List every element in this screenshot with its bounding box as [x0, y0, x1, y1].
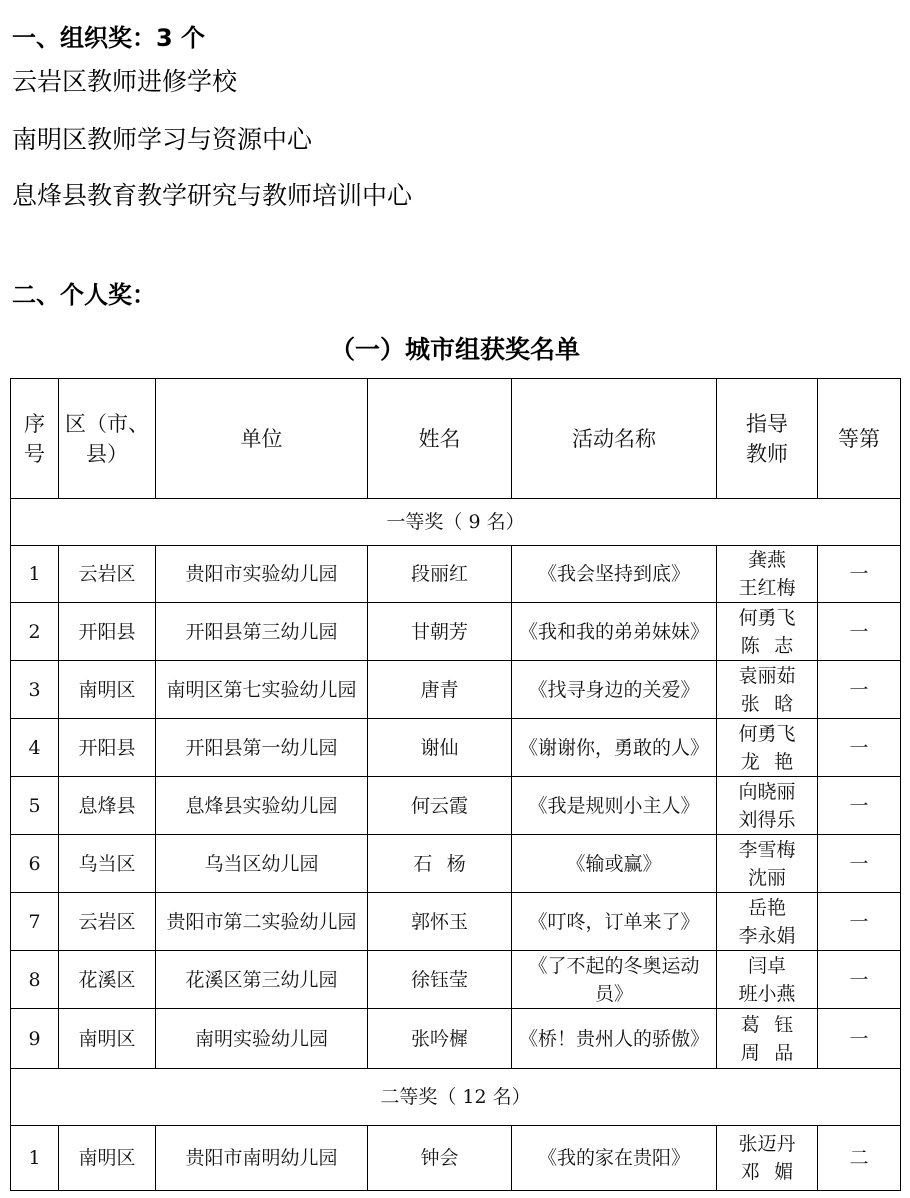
- instructor-name: 岳艳: [747, 896, 786, 919]
- cell-name: 徐钰莹: [368, 951, 512, 1009]
- table-row: [11, 1009, 901, 1069]
- instructor-name: 葛 钰: [740, 1013, 794, 1036]
- cell-name: 钟会: [368, 1126, 512, 1191]
- cell-instructor: [717, 719, 818, 777]
- cell-seq: 1: [11, 1126, 59, 1191]
- instructor-name: 沈丽: [747, 866, 786, 889]
- instructor-name: 闫卓: [747, 954, 786, 977]
- instructor-name: 何勇飞: [738, 606, 796, 629]
- award-table: [10, 378, 901, 1191]
- cell-seq: 3: [11, 661, 59, 719]
- cell-seq: 7: [11, 893, 59, 951]
- cell-seq: 6: [11, 835, 59, 893]
- instructor-name: 刘得乐: [738, 808, 796, 831]
- table-row: [11, 661, 901, 719]
- cell-instructor: [717, 835, 818, 893]
- cell-seq: 4: [11, 719, 59, 777]
- header-unit: 单位: [156, 379, 368, 499]
- cell-grade: 一: [818, 546, 901, 603]
- cell-name: 郭怀玉: [368, 893, 512, 951]
- header-instructor-line: 指导: [746, 411, 788, 436]
- cell-name: 唐青: [368, 661, 512, 719]
- org-award-item: 息烽县教育教学研究与教师培训中心: [12, 181, 413, 210]
- cell-grade: 一: [818, 951, 901, 1009]
- cell-activity: 《谢谢你，勇敢的人》: [512, 719, 717, 777]
- header-seq: [11, 379, 59, 499]
- instructor-name: 李永娟: [738, 924, 796, 947]
- instructor-name: 袁丽茹: [738, 664, 796, 687]
- instructor-name: 张迈丹: [738, 1133, 796, 1155]
- instructor-name: 张 晗: [740, 692, 794, 715]
- cell-district: 云岩区: [59, 893, 156, 951]
- cell-grade: 二: [818, 1126, 901, 1191]
- instructor-name: 李雪梅: [738, 838, 796, 861]
- instructor-name: 周 品: [740, 1041, 794, 1064]
- table-row: [11, 777, 901, 835]
- header-instructor: [717, 379, 818, 499]
- cell-instructor: [717, 546, 818, 603]
- cell-grade: 一: [818, 835, 901, 893]
- table-header-row: [11, 379, 901, 499]
- instructor-name: 班小燕: [738, 982, 796, 1005]
- cell-seq: 9: [11, 1009, 59, 1069]
- cell-district: 开阳县: [59, 719, 156, 777]
- header-seq-line: 号: [24, 441, 45, 466]
- instructor-name: 陈 志: [740, 634, 794, 657]
- cell-instructor: [717, 951, 818, 1009]
- first-prize-row: [11, 499, 901, 546]
- instructor-name: 何勇飞: [738, 722, 796, 745]
- instructor-name: 邓 媚: [740, 1161, 794, 1183]
- table-row: [11, 951, 901, 1009]
- cell-unit: 花溪区第三幼儿园: [156, 951, 368, 1009]
- cell-grade: 一: [818, 1009, 901, 1069]
- table-row: [11, 835, 901, 893]
- individual-award-heading: 二、个人奖：: [12, 281, 156, 309]
- org-award-item: 南明区教师学习与资源中心: [12, 125, 313, 154]
- header-district-line: 区（市、: [65, 411, 149, 436]
- header-instructor-line: 教师: [746, 441, 788, 466]
- instructor-name: 龙 艳: [740, 750, 794, 773]
- cell-activity: 《桥！贵州人的骄傲》: [512, 1009, 717, 1069]
- cell-grade: 一: [818, 661, 901, 719]
- cell-grade: 一: [818, 893, 901, 951]
- cell-unit: 息烽县实验幼儿园: [156, 777, 368, 835]
- cell-grade: 一: [818, 777, 901, 835]
- instructor-name: 向晓丽: [738, 780, 796, 803]
- second-prize-row: [11, 1069, 901, 1126]
- instructor-name: 王红梅: [738, 577, 796, 599]
- cell-activity: 《输或赢》: [512, 835, 717, 893]
- cell-activity: 《我和我的弟弟妹妹》: [512, 603, 717, 661]
- cell-activity: 《我是规则小主人》: [512, 777, 717, 835]
- cell-name: 张吟樨: [368, 1009, 512, 1069]
- cell-instructor: [717, 603, 818, 661]
- cell-unit: 乌当区幼儿园: [156, 835, 368, 893]
- cell-unit: 开阳县第三幼儿园: [156, 603, 368, 661]
- cell-unit: 贵阳市实验幼儿园: [156, 546, 368, 603]
- table-row: [11, 603, 901, 661]
- header-grade: 等第: [818, 379, 901, 499]
- cell-district: 开阳县: [59, 603, 156, 661]
- cell-district: 花溪区: [59, 951, 156, 1009]
- org-award-heading: 一、组织奖：3 个: [12, 24, 206, 52]
- table-row: [11, 1126, 901, 1191]
- cell-district: 南明区: [59, 661, 156, 719]
- cell-district: 南明区: [59, 1126, 156, 1191]
- cell-district: 乌当区: [59, 835, 156, 893]
- instructor-name: 龚燕: [747, 549, 786, 571]
- cell-seq: 2: [11, 603, 59, 661]
- cell-seq: 1: [11, 546, 59, 603]
- cell-grade: 一: [818, 603, 901, 661]
- second-prize-label: 二等奖（ 12 名）: [11, 1069, 901, 1126]
- cell-name: 石 杨: [368, 835, 512, 893]
- header-seq-line: 序: [24, 411, 45, 436]
- cell-grade: 一: [818, 719, 901, 777]
- header-district: [59, 379, 156, 499]
- cell-unit: 贵阳市第二实验幼儿园: [156, 893, 368, 951]
- cell-activity: 《我会坚持到底》: [512, 546, 717, 603]
- cell-instructor: [717, 893, 818, 951]
- cell-unit: 南明实验幼儿园: [156, 1009, 368, 1069]
- cell-instructor: [717, 661, 818, 719]
- cell-name: 段丽红: [368, 546, 512, 603]
- cell-unit: 南明区第七实验幼儿园: [156, 661, 368, 719]
- cell-activity: 《了不起的冬奥运动员》: [512, 951, 717, 1009]
- header-name: 姓名: [368, 379, 512, 499]
- cell-activity: 《我的家在贵阳》: [512, 1126, 717, 1191]
- cell-unit: 开阳县第一幼儿园: [156, 719, 368, 777]
- table-row: [11, 546, 901, 603]
- cell-activity: 《叮咚，订单来了》: [512, 893, 717, 951]
- city-group-title: （一）城市组获奖名单: [329, 335, 580, 364]
- cell-seq: 8: [11, 951, 59, 1009]
- cell-unit: 贵阳市南明幼儿园: [156, 1126, 368, 1191]
- cell-instructor: [717, 1126, 818, 1191]
- table-row: [11, 719, 901, 777]
- table-row: [11, 893, 901, 951]
- cell-district: 息烽县: [59, 777, 156, 835]
- header-activity: 活动名称: [512, 379, 717, 499]
- cell-seq: 5: [11, 777, 59, 835]
- org-award-item: 云岩区教师进修学校: [12, 67, 238, 96]
- cell-name: 何云霞: [368, 777, 512, 835]
- header-district-line: 县）: [86, 441, 128, 466]
- cell-instructor: [717, 1009, 818, 1069]
- cell-instructor: [717, 777, 818, 835]
- cell-activity: 《找寻身边的关爱》: [512, 661, 717, 719]
- cell-name: 谢仙: [368, 719, 512, 777]
- cell-name: 甘朝芳: [368, 603, 512, 661]
- cell-district: 南明区: [59, 1009, 156, 1069]
- first-prize-label: 一等奖（ 9 名）: [11, 499, 901, 546]
- cell-district: 云岩区: [59, 546, 156, 603]
